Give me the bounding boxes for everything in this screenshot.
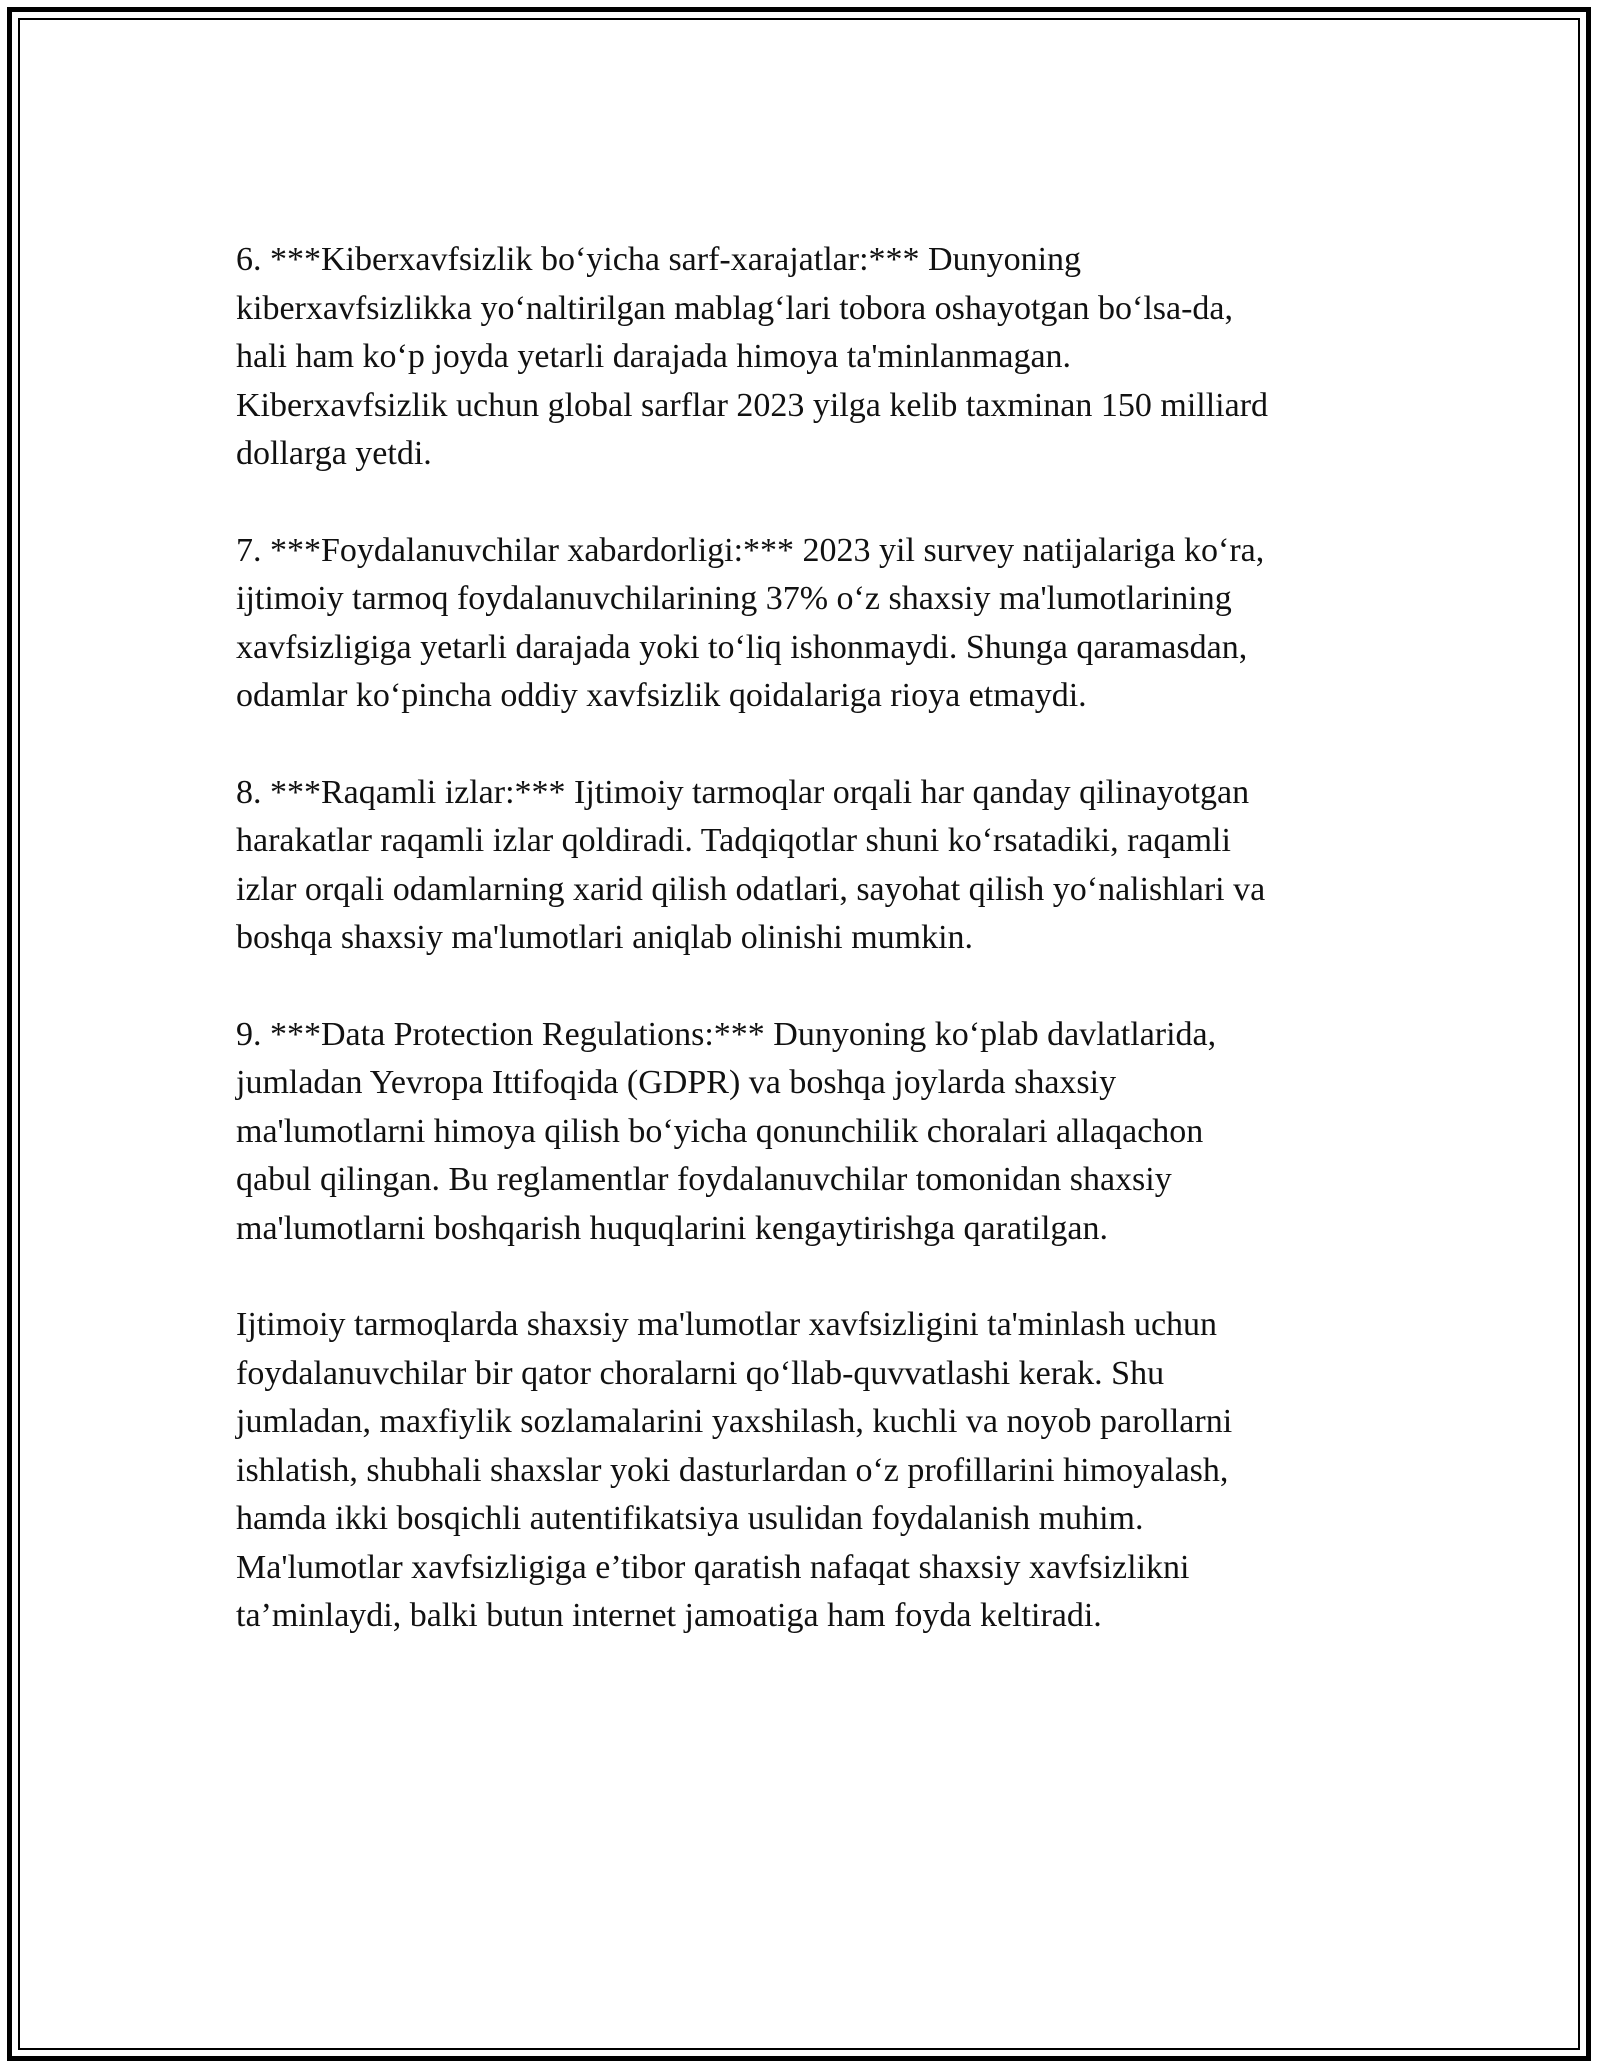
text-line: ta’minlaydi, balki butun internet jamoatiga ham foyda keltiradi. — [236, 1597, 1102, 1634]
text-line: Ijtimoiy tarmoqlarda shaxsiy ma'lumotlar xavfsizligini ta'minlash uchun — [236, 1306, 1218, 1343]
text-line: foydalanuvchilar bir qator choralarni qoʻllab-quvvatlashi kerak. Shu — [236, 1354, 1165, 1392]
text-line: 8. ***Raqamli izlar:*** Ijtimoiy tarmoqlar orqali har qanday qilinayotgan — [236, 773, 1250, 811]
text-line: hali ham koʻp joyda yetarli darajada himoya ta'minlanmagan. — [236, 338, 1072, 375]
text-line: qabul qilingan. Bu reglamentlar foydalanuvchilar tomonidan shaxsiy — [236, 1161, 1172, 1198]
text-line: harakatlar raqamli izlar qoldiradi. Tadqiqotlar shuni koʻrsatadiki, raqamli — [236, 822, 1231, 859]
paragraph-item-6 — [236, 236, 1366, 479]
paragraph-conclusion — [236, 1301, 1366, 1641]
text-line: izlar orqali odamlarning xarid qilish odatlari, sayohat qilish yoʻnalishlari va — [236, 870, 1266, 908]
text-line: odamlar koʻpincha oddiy xavfsizlik qoidalariga rioya etmaydi. — [236, 677, 1087, 714]
text-line: ma'lumotlarni boshqarish huquqlarini kengaytirishga qaratilgan. — [236, 1209, 1108, 1247]
document-body — [236, 236, 1366, 1641]
text-line: 9. ***Data Protection Regulations:*** Dunyoning koʻplab davlatlarida, — [236, 1015, 1217, 1053]
text-line: jumladan Yevropa Ittifoqida (GDPR) va boshqa joylarda shaxsiy — [236, 1064, 1117, 1101]
text-line: Kiberxavfsizlik uchun global sarflar 2023 yilga kelib taxminan 150 milliard — [236, 386, 1269, 424]
paragraph-item-8 — [236, 769, 1366, 963]
text-line: ijtimoiy tarmoq foydalanuvchilarining 37% oʻz shaxsiy ma'lumotlarining — [236, 580, 1232, 617]
text-line: jumladan, maxfiylik sozlamalarini yaxshilash, kuchli va noyob parollarni — [236, 1403, 1233, 1440]
paragraph-item-9 — [236, 1011, 1366, 1254]
text-line: ishlatish, shubhali shaxslar yoki dasturlardan oʻz profillarini himoyalash, — [236, 1451, 1229, 1489]
paragraph-item-7 — [236, 527, 1366, 721]
text-line: Ma'lumotlar xavfsizligiga e’tibor qaratish nafaqat shaxsiy xavfsizlikni — [236, 1548, 1190, 1586]
text-line: kiberxavfsizlikka yoʻnaltirilgan mablagʻlari tobora oshayotgan boʻlsa-da, — [236, 289, 1234, 327]
text-line: ma'lumotlarni himoya qilish boʻyicha qonunchilik choralari allaqachon — [236, 1112, 1204, 1150]
text-line: 6. ***Kiberxavfsizlik boʻyicha sarf-xarajatlar:*** Dunyoning — [236, 241, 1082, 278]
text-line: boshqa shaxsiy ma'lumotlari aniqlab olinishi mumkin. — [236, 919, 974, 956]
text-line: 7. ***Foydalanuvchilar xabardorligi:*** 2023 yil survey natijalariga koʻra, — [236, 531, 1265, 569]
text-line: xavfsizligiga yetarli darajada yoki toʻliq ishonmaydi. Shunga qaramasdan, — [236, 628, 1248, 666]
text-line: dollarga yetdi. — [236, 435, 432, 472]
text-line: hamda ikki bosqichli autentifikatsiya usulidan foydalanish muhim. — [236, 1500, 1144, 1537]
